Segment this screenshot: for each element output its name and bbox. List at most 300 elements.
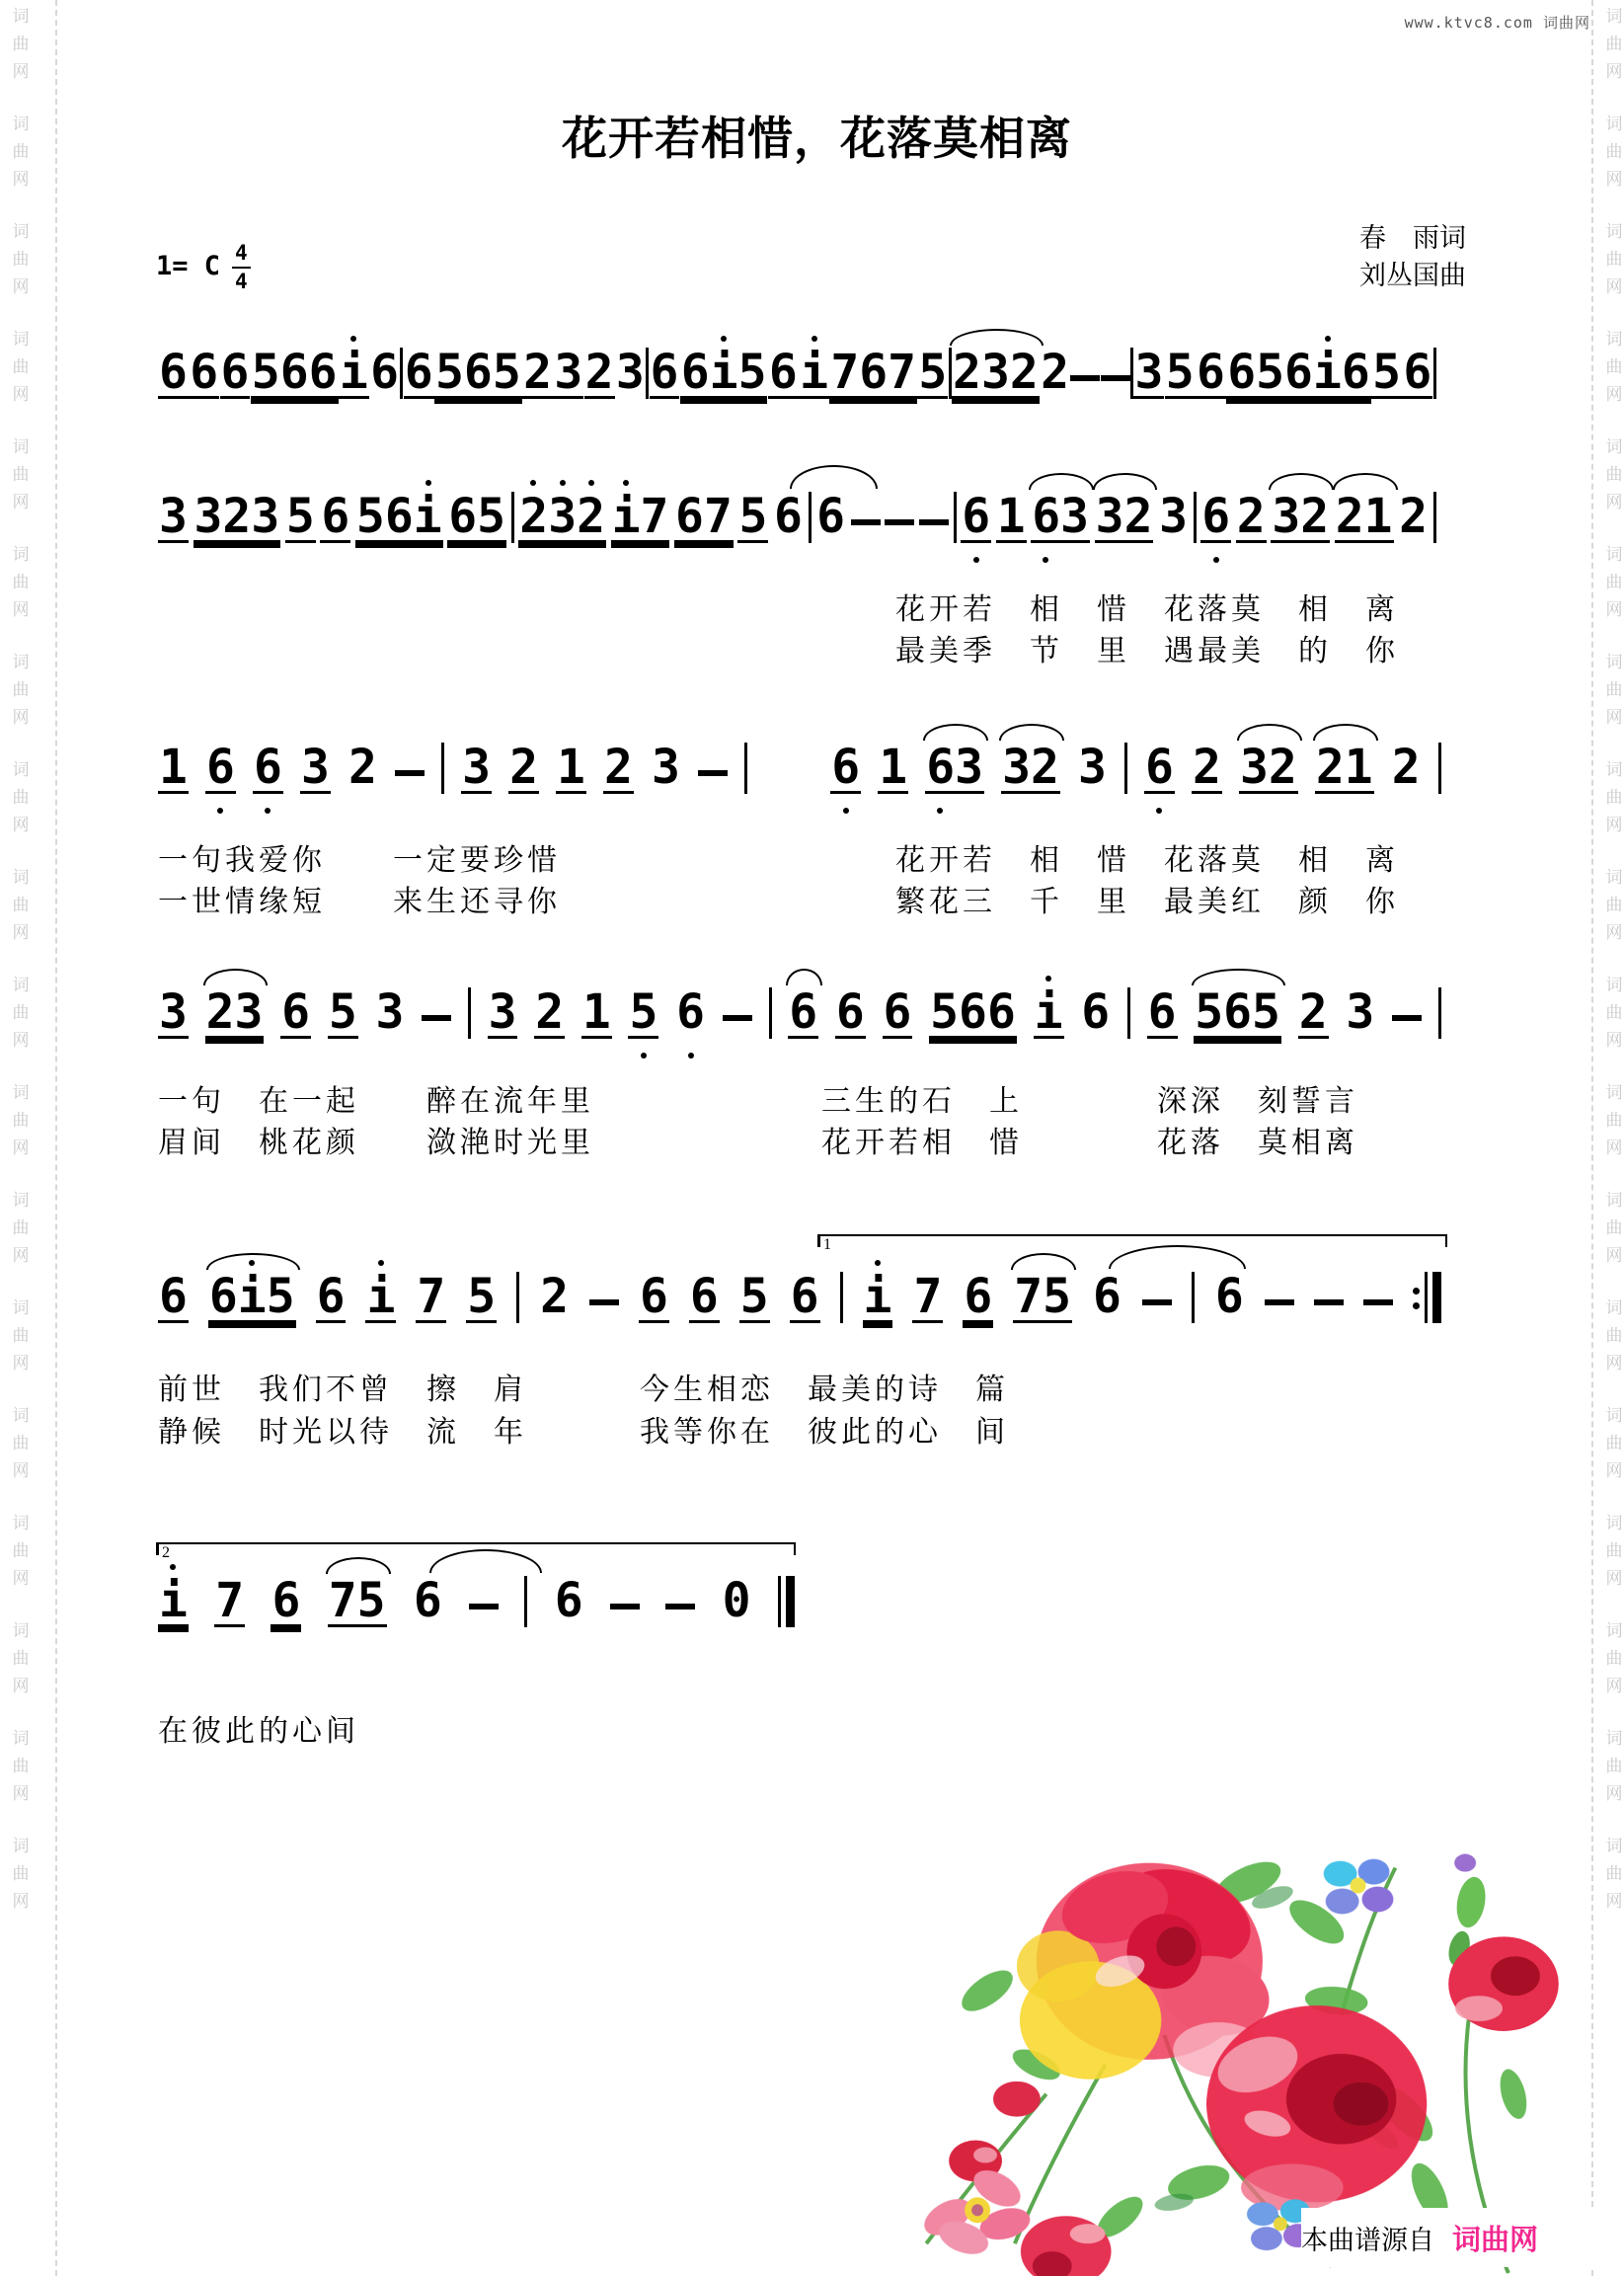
note: 6i5 — [680, 349, 768, 399]
final-barline — [778, 1576, 795, 1627]
watermark-char: 曲 — [12, 142, 30, 161]
watermark-char: 曲 — [12, 1649, 30, 1668]
note: 6 — [1196, 345, 1225, 400]
watermark-group — [1599, 438, 1624, 510]
watermark-group — [6, 977, 36, 1049]
note: 323 — [193, 489, 280, 544]
note: 3 — [159, 489, 188, 544]
note: 5 — [738, 489, 768, 544]
note: 2 — [1041, 345, 1070, 400]
watermark-char: 曲 — [1605, 573, 1623, 591]
duration-dash — [395, 770, 425, 776]
note: 6 — [675, 988, 706, 1039]
note: 6 — [404, 345, 433, 400]
watermark-char: 网 — [12, 600, 30, 619]
note: 75 — [328, 1573, 386, 1628]
note: 3 — [375, 984, 405, 1040]
lyric-line: 一句我爱你 一定要珍惜 — [158, 844, 561, 877]
note: 2 — [1193, 740, 1221, 795]
note: 1 — [557, 740, 585, 795]
composer-credit: 刘丛国曲 — [1359, 261, 1466, 290]
watermark-char: 词 — [12, 1621, 30, 1640]
watermark-group — [6, 761, 36, 833]
watermark-char: 网 — [1605, 62, 1623, 81]
watermark-char: 网 — [12, 1246, 30, 1265]
watermark-group — [6, 546, 36, 618]
note: 3 — [1134, 345, 1164, 400]
watermark-char: 词 — [1605, 1621, 1623, 1640]
barline — [954, 492, 957, 543]
watermark-char: 词 — [1605, 545, 1623, 564]
note: 3 — [1159, 489, 1188, 544]
note: 2 — [1399, 489, 1429, 544]
note: i — [863, 1273, 893, 1323]
duration-dash — [1265, 1299, 1294, 1305]
music-line — [158, 345, 1436, 400]
watermark-char: 网 — [1605, 923, 1623, 942]
watermark-char: 网 — [1605, 277, 1623, 296]
note: 2 — [523, 345, 552, 400]
watermark-char: 网 — [1605, 816, 1623, 834]
note: 7 — [913, 1269, 943, 1324]
duration-dash — [1314, 1299, 1344, 1305]
barline — [1438, 743, 1441, 794]
watermark-group — [1599, 1084, 1624, 1156]
note: 3 — [652, 740, 680, 795]
note: i — [158, 1577, 189, 1627]
watermark-group — [6, 1192, 36, 1264]
watermark-group — [6, 438, 36, 510]
key-label: 1= C — [156, 251, 221, 281]
watermark-char: 网 — [1605, 1354, 1623, 1373]
watermark-group — [6, 1838, 36, 1910]
watermark-char: 网 — [12, 1461, 30, 1480]
watermark-char: 曲 — [12, 1434, 30, 1452]
note: 6 — [961, 493, 991, 543]
watermark-char: 网 — [1605, 493, 1623, 511]
note: 63 — [1031, 493, 1090, 543]
watermark-char: 词 — [12, 330, 30, 349]
note: 32 — [1272, 489, 1330, 544]
note: 1 — [581, 984, 611, 1040]
watermark-char: 词 — [12, 7, 30, 26]
duration-dash — [919, 519, 949, 525]
note: 2 — [584, 345, 614, 400]
watermark-char: 曲 — [12, 1111, 30, 1130]
watermark-char: 词 — [12, 760, 30, 779]
note: 6 — [816, 489, 846, 544]
note: 6 — [964, 1269, 993, 1324]
watermark-char: 曲 — [12, 788, 30, 807]
note: 6 — [1081, 984, 1111, 1040]
watermark-group — [6, 1407, 36, 1479]
watermark-group — [1599, 654, 1624, 726]
note: 2 — [1298, 984, 1328, 1040]
note: 565 — [435, 345, 521, 400]
watermark-char: 曲 — [1605, 1864, 1623, 1883]
note: 565 — [1195, 984, 1280, 1040]
duration-dash — [885, 519, 914, 525]
watermark-char: 网 — [1605, 385, 1623, 404]
duration-dash — [469, 1604, 499, 1609]
key-signature — [156, 243, 251, 292]
lyric-line: 繁花三 千 里 最美红 颜 你 — [895, 886, 1399, 918]
note: 6 — [768, 345, 798, 400]
watermark-char: 网 — [12, 708, 30, 727]
note: 3 — [615, 345, 645, 400]
watermark-char: 网 — [12, 923, 30, 942]
barline — [1192, 1272, 1195, 1323]
note: 5 — [739, 1269, 769, 1324]
watermark-group — [6, 869, 36, 941]
note: 6 — [830, 744, 861, 794]
lyricist-credit: 春 雨词 — [1359, 223, 1466, 253]
watermark-group — [1599, 1407, 1624, 1479]
watermark-char: 词 — [12, 1191, 30, 1210]
watermark-char: 网 — [12, 1892, 30, 1911]
note: 5 — [1372, 345, 1402, 400]
source-prefix: 本曲谱源自 — [1301, 2225, 1434, 2255]
watermark-char: 曲 — [1605, 250, 1623, 269]
watermark-char: 网 — [12, 1031, 30, 1050]
note: 1 — [879, 740, 908, 795]
duration-dash — [1101, 375, 1130, 381]
watermark-char: 曲 — [12, 1757, 30, 1775]
note: 1 — [159, 740, 188, 795]
music-line — [158, 984, 1441, 1040]
note: 6 — [1092, 1273, 1122, 1323]
duration-dash — [589, 1299, 619, 1305]
note: 6 — [281, 984, 311, 1040]
note: 2 — [348, 740, 377, 795]
lyric-line: 最美季 节 里 遇最美 的 你 — [895, 635, 1399, 667]
watermark-char: 词 — [12, 1514, 30, 1532]
duration-dash — [698, 770, 728, 776]
note: 7 — [215, 1573, 245, 1628]
watermark-char: 词 — [12, 115, 30, 133]
barline — [516, 1272, 519, 1323]
note: 2 — [509, 740, 538, 795]
watermark-char: 网 — [12, 1784, 30, 1803]
note: 6 — [316, 1269, 346, 1324]
watermark-group — [1599, 869, 1624, 941]
note: 6 — [790, 1269, 819, 1324]
watermark-group — [6, 1730, 36, 1802]
watermark-char: 词 — [1605, 437, 1623, 456]
watermark-char: 词 — [12, 653, 30, 671]
watermark-char: 词 — [1605, 222, 1623, 241]
duration-dash — [1392, 1015, 1422, 1021]
watermark-char: 网 — [12, 1138, 30, 1157]
note: 2 — [540, 1269, 570, 1324]
watermark-char: 词 — [12, 545, 30, 564]
watermark-group — [1599, 1192, 1624, 1264]
note: 32 — [1095, 489, 1153, 544]
song-title: 花开若相惜，花落莫相离 — [562, 113, 1072, 164]
watermark-group — [1599, 1838, 1624, 1910]
watermark-char: 网 — [12, 816, 30, 834]
note: 3 — [159, 984, 188, 1040]
watermark-char: 曲 — [1605, 1541, 1623, 1560]
watermark-char: 网 — [1605, 600, 1623, 619]
watermark-char: 词 — [1605, 1729, 1623, 1748]
note: i — [1034, 988, 1064, 1039]
note: 6 — [321, 489, 350, 544]
note: 3 — [1346, 984, 1375, 1040]
duration-dash — [851, 519, 881, 525]
watermark-group — [6, 116, 36, 188]
watermark-char: 曲 — [12, 35, 30, 53]
note: 6 — [205, 744, 236, 794]
lyric-line: 前世 我们不曾 擦 肩 — [158, 1373, 527, 1406]
meter-denominator: 4 — [235, 270, 248, 293]
rose-bouquet-image — [867, 1769, 1624, 2276]
note: 6 — [773, 493, 804, 543]
barline — [441, 743, 444, 794]
duration-dash — [1070, 375, 1100, 381]
watermark-char: 网 — [1605, 1784, 1623, 1803]
watermark-char: 词 — [12, 1298, 30, 1317]
note: 2 — [1236, 489, 1266, 544]
watermark-char: 曲 — [1605, 788, 1623, 807]
note: 5 — [467, 1269, 497, 1324]
watermark-group — [1599, 546, 1624, 618]
barline — [524, 1576, 527, 1627]
watermark-char: 曲 — [1605, 1218, 1623, 1237]
barline — [468, 987, 471, 1039]
note: 56i — [355, 493, 443, 543]
watermark-char: 词 — [1605, 760, 1623, 779]
watermark-char: 曲 — [12, 1003, 30, 1022]
watermark-char: 曲 — [1605, 142, 1623, 161]
note: 6 — [554, 1573, 583, 1628]
barline — [1124, 743, 1127, 794]
note: 6 — [159, 345, 188, 400]
note: 6 — [190, 345, 219, 400]
lyric-line: 我等你在 彼此的心 间 — [640, 1416, 1009, 1449]
right-dashed-divider — [1591, 0, 1593, 2276]
watermark-group — [1599, 331, 1624, 403]
note: 23 — [205, 984, 264, 1040]
barline — [1127, 987, 1130, 1039]
watermark-char: 网 — [12, 170, 30, 189]
music-line — [158, 1573, 795, 1628]
watermark-group — [1599, 1730, 1624, 1802]
watermark-char: 曲 — [1605, 357, 1623, 376]
watermark-group — [6, 331, 36, 403]
watermark-char: 网 — [1605, 1138, 1623, 1157]
note: 3 — [1077, 740, 1107, 795]
watermark-char: 曲 — [12, 1218, 30, 1237]
watermark-char: 词 — [1605, 330, 1623, 349]
note: 6 — [220, 345, 250, 400]
watermark-char: 词 — [1605, 976, 1623, 994]
watermark-char: 词 — [12, 1837, 30, 1855]
note: 6 — [271, 1573, 301, 1628]
note: 6 — [1403, 345, 1432, 400]
note: 5 — [628, 988, 658, 1039]
lyric-line: 眉间 桃花颜 潋滟时光里 — [158, 1127, 594, 1159]
note: 1 — [996, 489, 1026, 544]
watermark-char: 曲 — [12, 1541, 30, 1560]
note: 3 — [462, 740, 491, 795]
note: 65 — [448, 489, 506, 544]
note: 5 — [285, 489, 315, 544]
note: 21 — [1335, 489, 1393, 544]
watermark-char: 曲 — [12, 465, 30, 484]
watermark-char: 曲 — [12, 896, 30, 914]
barline — [1438, 987, 1441, 1039]
lyric-line: 在彼此的心间 — [158, 1715, 359, 1748]
note: 6 — [1144, 744, 1175, 794]
note: 2 — [1391, 740, 1421, 795]
left-dashed-divider — [55, 0, 57, 2276]
watermark-char: 词 — [12, 437, 30, 456]
note: 2 — [604, 740, 633, 795]
barline — [1433, 492, 1436, 543]
note: 6 — [689, 1269, 719, 1324]
duration-dash — [610, 1604, 640, 1609]
barline — [1433, 348, 1436, 399]
note: 6 — [253, 744, 283, 794]
music-line — [158, 1269, 1441, 1324]
watermark-char: 词 — [1605, 1406, 1623, 1425]
note: 32 — [1002, 740, 1059, 795]
watermark-char: 词 — [12, 1083, 30, 1102]
note: 7 — [417, 1269, 446, 1324]
lyric-line: 一世情缘短 来生还寻你 — [158, 886, 561, 918]
duration-dash — [723, 1015, 752, 1021]
note: i — [365, 1273, 396, 1323]
barline — [744, 743, 747, 794]
watermark-group — [1599, 8, 1624, 80]
watermark-char: 网 — [12, 1569, 30, 1588]
time-signature — [232, 243, 251, 292]
watermark-char: 网 — [12, 1354, 30, 1373]
watermark-char: 词 — [1605, 1298, 1623, 1317]
note: 232 — [953, 345, 1039, 400]
watermark-char: 网 — [1605, 1892, 1623, 1911]
volta-bracket: 1 — [817, 1234, 1447, 1250]
watermark-char: 网 — [1605, 1677, 1623, 1695]
watermark-char: 词 — [12, 976, 30, 994]
watermark-char: 曲 — [1605, 896, 1623, 914]
watermark-char: 曲 — [12, 1864, 30, 1883]
watermark-char: 词 — [12, 868, 30, 887]
lyric-line: 花开若 相 惜 花落莫 相 离 — [895, 844, 1399, 877]
note: 5 — [918, 345, 948, 400]
watermark-char: 曲 — [1605, 1003, 1623, 1022]
watermark-char: 词 — [1605, 1514, 1623, 1532]
left-watermark-column — [6, 8, 36, 1910]
watermark-char: 曲 — [1605, 35, 1623, 53]
note: 63 — [925, 744, 984, 794]
note: 6 — [159, 1269, 188, 1324]
watermark-char: 词 — [1605, 1191, 1623, 1210]
lyric-line: 静候 时光以待 流 年 — [158, 1416, 527, 1449]
watermark-char: 网 — [1605, 1461, 1623, 1480]
watermark-group — [6, 1515, 36, 1587]
note: 5 — [1165, 345, 1195, 400]
lyric-line: 花开若 相 惜 花落莫 相 离 — [895, 593, 1399, 626]
duration-dash — [1363, 1299, 1393, 1305]
lyric-line: 今生相恋 最美的诗 篇 — [640, 1373, 1009, 1406]
watermark-char: 词 — [1605, 868, 1623, 887]
note: 67 — [675, 489, 733, 544]
note: i — [799, 349, 829, 399]
watermark-char: 词 — [12, 1406, 30, 1425]
note: 3 — [554, 345, 583, 400]
barline — [1194, 492, 1197, 543]
note: 6i5 — [208, 1273, 296, 1323]
site-credit: www.ktvc8.com 词曲网 — [1404, 14, 1590, 32]
note: 6 — [640, 1269, 668, 1324]
barline — [511, 492, 514, 543]
watermark-char: 曲 — [1605, 680, 1623, 699]
watermark-char: 词 — [1605, 653, 1623, 671]
watermark-char: 网 — [1605, 1031, 1623, 1050]
volta-bracket: 2 — [156, 1542, 796, 1558]
note: 6 — [835, 984, 865, 1040]
note: 656i6 — [1226, 349, 1371, 399]
watermark-group — [1599, 761, 1624, 833]
source-caption — [1301, 2208, 1624, 2267]
watermark-char: 曲 — [12, 1326, 30, 1345]
note: 6 — [413, 1577, 443, 1627]
watermark-group — [1599, 1515, 1624, 1587]
note: 6 — [650, 345, 679, 400]
note: 6 — [1214, 1269, 1244, 1324]
watermark-char: 词 — [1605, 7, 1623, 26]
note: i7 — [611, 493, 670, 543]
watermark-char: 网 — [12, 493, 30, 511]
barline — [769, 987, 772, 1039]
watermark-char: 曲 — [1605, 1111, 1623, 1130]
watermark-group — [6, 654, 36, 726]
note: 232 — [518, 493, 606, 543]
watermark-char: 网 — [1605, 1569, 1623, 1588]
watermark-group — [6, 8, 36, 80]
source-site-link[interactable]: 词曲网 — [1452, 2224, 1539, 2256]
watermark-char: 网 — [12, 385, 30, 404]
note: 767 — [830, 345, 917, 400]
watermark-char: 网 — [12, 1677, 30, 1695]
watermark-group — [6, 223, 36, 295]
note: i — [339, 349, 369, 399]
note: 6 — [883, 984, 912, 1040]
watermark-char: 曲 — [12, 680, 30, 699]
watermark-char: 曲 — [12, 250, 30, 269]
duration-dash — [665, 1604, 695, 1609]
watermark-char: 词 — [12, 1729, 30, 1748]
note: 566 — [251, 345, 338, 400]
watermark-char: 词 — [1605, 1837, 1623, 1855]
watermark-group — [1599, 116, 1624, 188]
watermark-char: 曲 — [1605, 1326, 1623, 1345]
barline — [809, 492, 812, 543]
credits-block — [1244, 219, 1466, 294]
watermark-group — [6, 1622, 36, 1694]
music-line — [158, 489, 1436, 544]
note: 6 — [1200, 493, 1231, 543]
note: 2 — [535, 984, 565, 1040]
watermark-char: 词 — [12, 222, 30, 241]
meter-numerator: 4 — [232, 243, 251, 269]
watermark-char: 曲 — [1605, 1757, 1623, 1775]
lyric-line: 花开若相 惜 花落 莫相离 — [821, 1127, 1358, 1159]
note: 3 — [300, 740, 330, 795]
music-line — [158, 740, 1441, 795]
